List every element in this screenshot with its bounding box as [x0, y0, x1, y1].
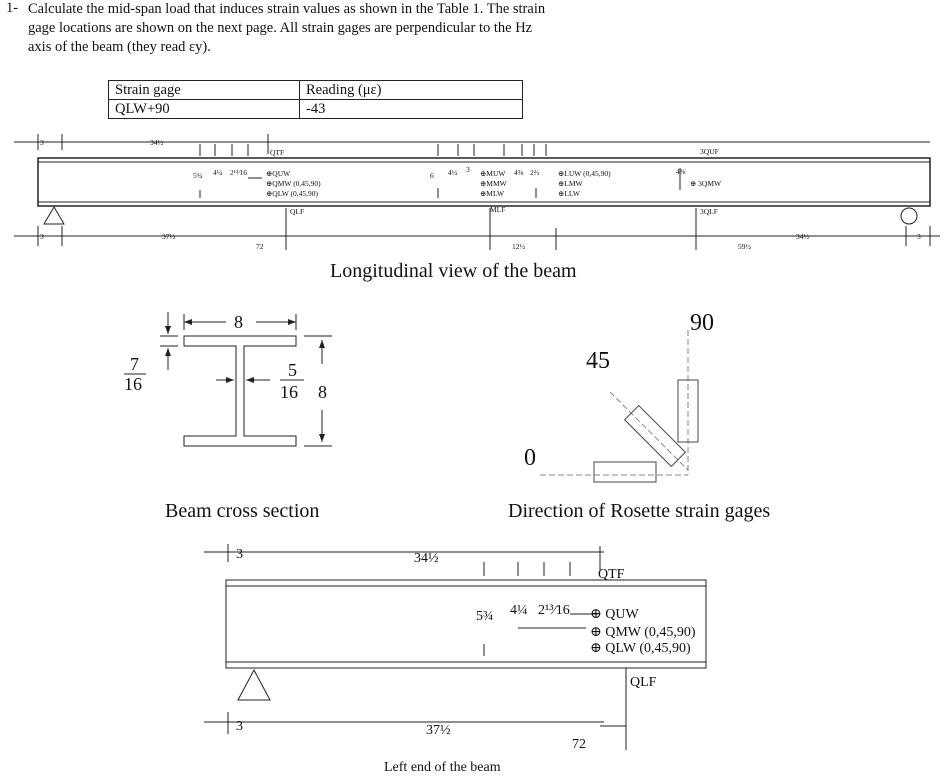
dim-3: 3 — [466, 165, 470, 174]
dim-4-1-4: 4¼ — [213, 168, 223, 177]
label-quw: ⊕QUW — [266, 169, 291, 178]
left-end-diagram — [200, 540, 710, 776]
header-reading: Reading (με) — [300, 81, 523, 100]
header-strain-gage: Strain gage — [109, 81, 300, 100]
cs-web-den: 16 — [280, 382, 298, 402]
cross-section-diagram — [120, 300, 360, 460]
cross-section-caption: Beam cross section — [165, 500, 320, 522]
rosette-45: 45 — [586, 348, 610, 374]
cell-gage: QLW+90 — [109, 100, 300, 119]
le-label-qlw: ⊕ QLW (0,45,90) — [590, 641, 691, 656]
svg-text:34½: 34½ — [796, 232, 810, 241]
dim-4-1-2: 4½ — [448, 168, 458, 177]
table-row — [109, 100, 523, 119]
le-label-qmw: ⊕ QMW (0,45,90) — [590, 625, 696, 640]
dim-3-left: 3 — [40, 232, 44, 241]
label-qlw: ⊕QLW (0,45,90) — [266, 189, 319, 198]
question-line-2: gage locations are shown on the next page. All strain gages are perpendicular to the Hz — [28, 20, 533, 36]
dim-37-5: 37½ — [162, 232, 176, 241]
le-dim-5-3-4: 5¾ — [476, 609, 494, 624]
dim-59-5: 59½ — [738, 242, 752, 251]
svg-text:3: 3 — [917, 232, 921, 241]
rosette-0: 0 — [524, 445, 536, 471]
le-dim-37-5: 37½ — [426, 723, 451, 738]
le-dim-3-top: 3 — [236, 547, 243, 562]
dim-4-3-8b: 4⅜ — [676, 167, 686, 176]
question-number: 1- — [6, 0, 19, 16]
label-qlf: QLF — [290, 207, 305, 216]
label-mlf: MLF — [490, 205, 506, 214]
le-label-qlf: QLF — [630, 675, 657, 690]
le-dim-4-1-4: 4¼ — [510, 603, 528, 618]
table-header-row — [109, 81, 523, 100]
label-muw: ⊕MUW — [480, 169, 506, 178]
label-3quf: 3QUF — [700, 147, 719, 156]
cs-flange-num: 7 — [130, 354, 139, 374]
dim-4-3-8: 4⅜ — [514, 168, 524, 177]
dim-72: 72 — [256, 242, 264, 251]
question-line-3: axis of the beam (they read εy). — [28, 39, 211, 55]
le-dim-2-13-16: 2¹³⁄16 — [538, 603, 570, 618]
question-line-1: Calculate the mid-span load that induces strain values as shown in the Table 1. The strain — [28, 1, 546, 17]
label-qtf: QTF — [270, 148, 285, 157]
le-label-qtf: QTF — [598, 567, 625, 582]
le-dim-34-5: 34½ — [414, 551, 439, 566]
rosette-90: 90 — [690, 310, 714, 336]
svg-text:3: 3 — [40, 138, 44, 147]
label-lmw: ⊕LMW — [558, 179, 583, 188]
le-label-quw: ⊕ QUW — [590, 607, 639, 622]
label-qmw: ⊕QMW (0,45,90) — [266, 179, 321, 188]
cs-depth: 8 — [318, 382, 327, 402]
cs-web-num: 5 — [288, 360, 297, 380]
left-end-caption: Left end of the beam — [384, 760, 501, 775]
label-llw: ⊕LLW — [558, 189, 580, 198]
label-mmw: ⊕MMW — [480, 179, 507, 188]
dim-34-5: 34½ — [150, 138, 164, 147]
rosette-diagram — [510, 300, 750, 490]
rosette-caption: Direction of Rosette strain gages — [508, 500, 771, 522]
label-mlw: ⊕MLW — [480, 189, 505, 198]
dim-12-5: 12½ — [512, 242, 526, 251]
dim-5-3-4: 5¾ — [193, 171, 203, 180]
dim-2-2-3: 2⅔ — [530, 168, 540, 177]
dim-6: 6 — [430, 171, 434, 180]
le-dim-72: 72 — [572, 737, 586, 752]
dim-2-13-16: 2¹³⁄16 — [230, 168, 247, 177]
label-3qmw: ⊕ 3QMW — [690, 179, 722, 188]
label-luw: ⊕LUW (0,45,90) — [558, 169, 611, 178]
strain-table — [108, 80, 523, 119]
label-3qlf: 3QLF — [700, 207, 718, 216]
longitudinal-caption: Longitudinal view of the beam — [330, 260, 577, 282]
cs-width: 8 — [234, 312, 243, 332]
cell-reading: -43 — [300, 100, 523, 119]
le-dim-3-bottom: 3 — [236, 719, 243, 734]
cs-flange-den: 16 — [124, 374, 142, 394]
